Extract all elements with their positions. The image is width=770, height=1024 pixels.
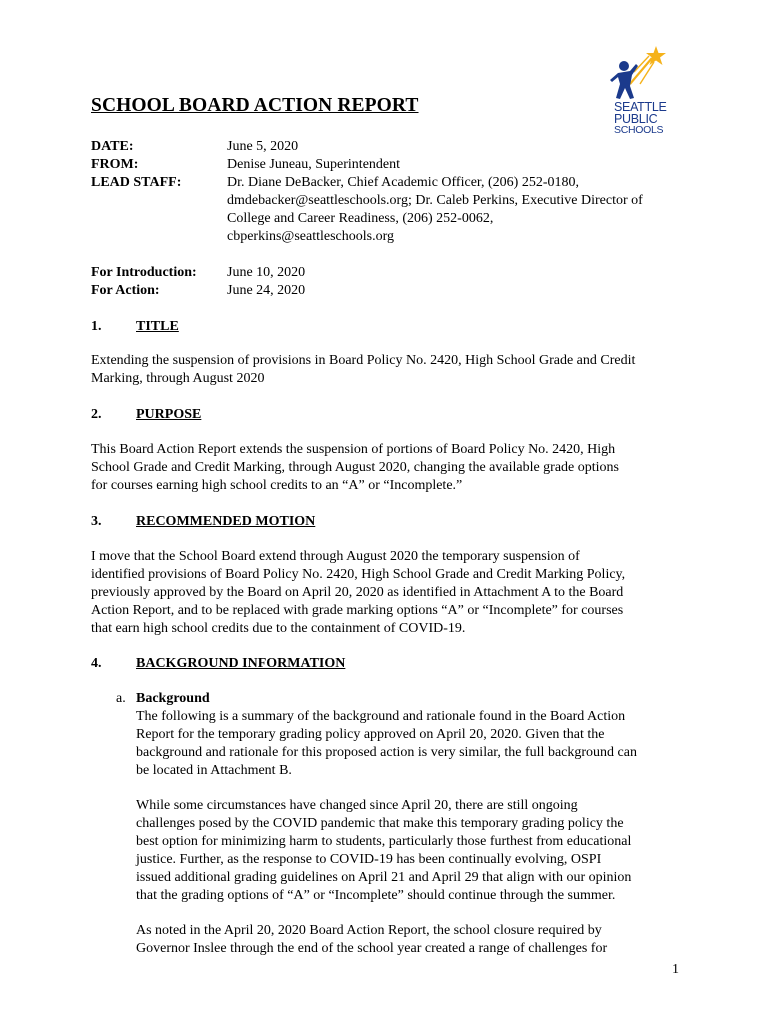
text-line: issued additional grading guidelines on April 21 and April 29 that align with our opinion [136,870,632,885]
introduction-value: June 10, 2020 [227,265,306,280]
from-value: Denise Juneau, Superintendent [227,157,401,172]
text-line: Action Report, and to be replaced with grade marking options “A” or “Incomplete” for courses [91,603,624,618]
text-line: School Grade and Credit Marking, through August 2020, changing the available grade options [91,460,620,475]
section-heading: BACKGROUND INFORMATION [136,656,346,671]
text-line: be located in Attachment B. [136,763,292,778]
section-heading: TITLE [136,319,179,334]
date-label: DATE: [91,139,134,154]
text-line: that earn high school credits due to the containment of COVID-19. [91,621,466,636]
text-line: that the grading options of “A” or “Incomplete” should continue through the summer. [136,888,616,903]
section-heading: RECOMMENDED MOTION [136,514,316,529]
logo-text [614,102,672,137]
star-figure-icon [608,44,670,104]
action-value: June 24, 2020 [227,283,306,298]
logo-line-schools: SCHOOLS [614,124,664,136]
from-label: FROM: [91,157,139,172]
text-line: The following is a summary of the background and rationale found in the Board Action [136,709,626,724]
text-line: While some circumstances have changed since April 20, there are still ongoing [136,798,578,813]
subsection-letter: a. [116,691,126,706]
text-line: This Board Action Report extends the suspension of portions of Board Policy No. 2420, High [91,442,616,457]
logo-line-seattle: SEATTLE [614,100,667,114]
seattle-public-schools-logo [608,44,670,144]
text-line: challenges posed by the COVID pandemic that make this temporary grading policy the [136,816,624,831]
section-number: 3. [91,514,102,529]
background-paragraph-1 [136,708,696,780]
section-number: 1. [91,319,102,334]
section-purpose-text [91,441,691,495]
lead-staff-line-3: College and Career Readiness, (206) 252-0062, [227,211,494,226]
section-number: 2. [91,407,102,422]
background-paragraph-2 [136,797,696,905]
logo-line-public: PUBLIC [614,111,658,126]
text-line: previously approved by the Board on April 20, 2020 as identified in Attachment A to the Board [91,585,624,600]
lead-staff-line-4: cbperkins@seattleschools.org [227,229,394,244]
text-line: justice. Further, as the response to COVID-19 has been continually evolving, OSPI [136,852,602,867]
subsection-heading: Background [136,691,210,706]
section-number: 4. [91,656,102,671]
text-line: Governor Inslee through the end of the school year created a range of challenges for [136,941,608,956]
introduction-label: For Introduction: [91,265,197,280]
action-label: For Action: [91,283,160,298]
text-line: best option for minimizing harm to students, particularly those furthest from educational [136,834,632,849]
background-paragraph-3 [136,922,696,958]
report-title: SCHOOL BOARD ACTION REPORT [91,95,419,116]
section-motion-text [91,548,691,638]
text-line: I move that the School Board extend through August 2020 the temporary suspension of [91,549,580,564]
text-line: background and rationale for this proposed action is very similar, the full background can [136,745,637,760]
lead-staff-line-1: Dr. Diane DeBacker, Chief Academic Officer, (206) 252-0180, [227,175,579,190]
text-line: Report for the temporary grading policy approved on April 20, 2020. Given that the [136,727,605,742]
section-title-text [91,352,691,388]
text-line: for courses earning high school credits to an “A” or “Incomplete.” [91,478,463,493]
lead-staff-label: LEAD STAFF: [91,175,182,190]
date-value: June 5, 2020 [227,139,299,154]
section-heading: PURPOSE [136,407,202,422]
text-line: Extending the suspension of provisions in Board Policy No. 2420, High School Grade and Credit [91,353,636,368]
text-line: identified provisions of Board Policy No. 2420, High School Grade and Credit Marking Policy, [91,567,626,582]
page-number: 1 [672,962,679,977]
lead-staff-line-2: dmdebacker@seattleschools.org; Dr. Caleb Perkins, Executive Director of [227,193,643,208]
text-line: Marking, through August 2020 [91,371,265,386]
text-line: As noted in the April 20, 2020 Board Action Report, the school closure required by [136,923,602,938]
